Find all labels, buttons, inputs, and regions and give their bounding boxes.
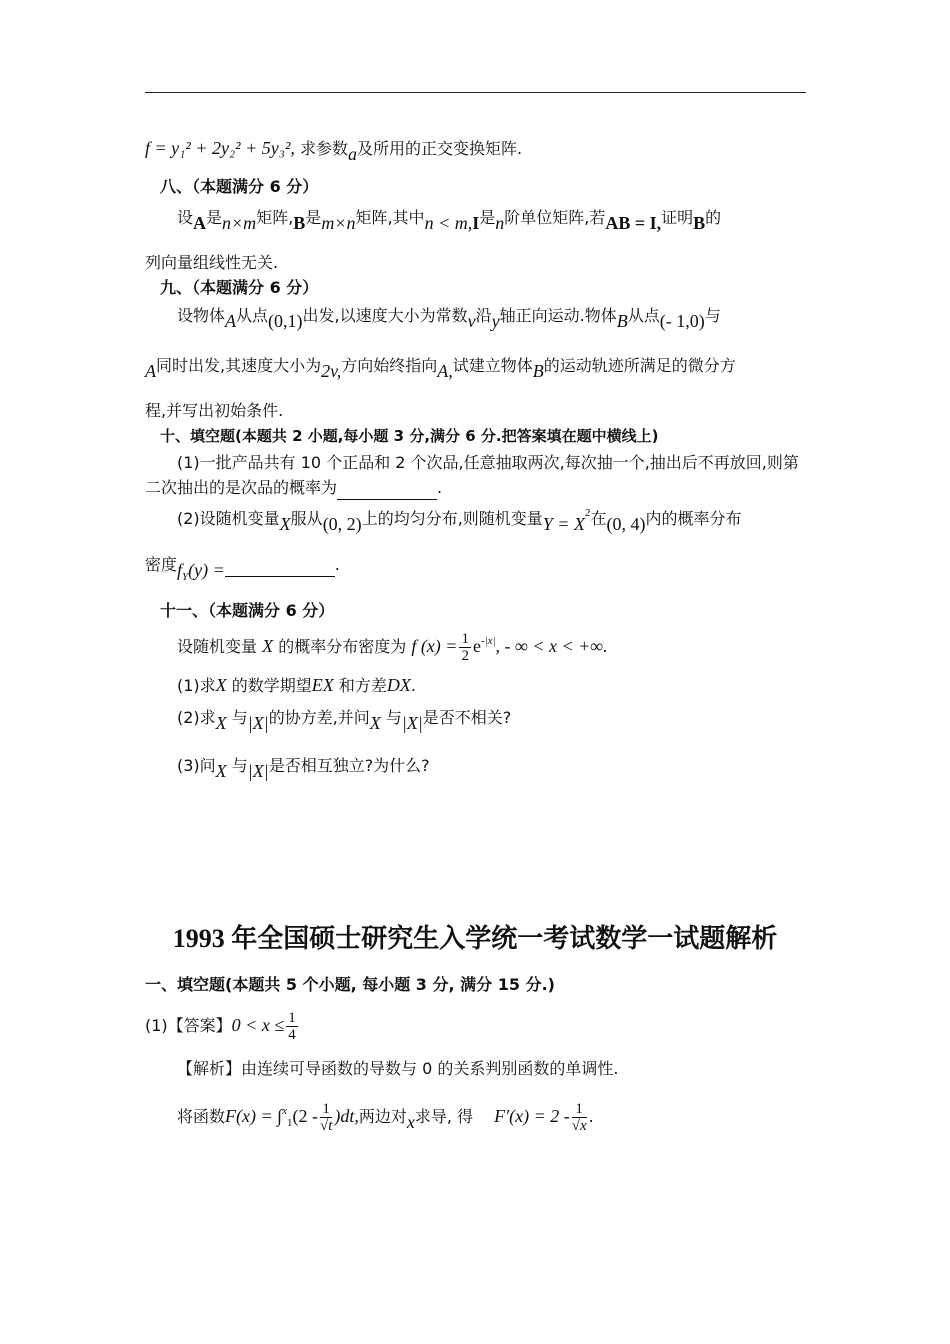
- text-segment: n: [495, 213, 505, 233]
- answer-blank: [225, 554, 335, 577]
- text-segment: 轴正向运动.物体: [499, 306, 617, 325]
- text-segment: X: [215, 761, 227, 781]
- q10-item1-line1: (1)一批产品共有 10 个正品和 2 个次品,任意抽取两次,每次抽一个,抽出后不再放回,则第: [177, 453, 799, 472]
- answer-line: [145, 1010, 300, 1043]
- text-segment: 2v,: [321, 361, 342, 381]
- solution-heading: 一、填空题(本题共 5 个小题, 每小题 3 分, 满分 15 分.): [145, 975, 555, 994]
- q8-line2: 列向量组线性无关.: [145, 253, 279, 272]
- text-segment: X: [369, 713, 381, 733]
- text-segment: X: [279, 514, 291, 534]
- text-segment: 阶单位矩阵,若: [504, 208, 606, 227]
- text-segment: X: [262, 636, 274, 656]
- text-segment: 是: [206, 208, 223, 227]
- text-segment: 出发,以速度大小为常数: [302, 306, 468, 325]
- text-segment: 0 < x ≤: [231, 1015, 285, 1035]
- text-segment: 同时出发,其速度大小为: [156, 356, 322, 375]
- text-segment: 沿: [475, 306, 492, 325]
- text-segment: .: [588, 1107, 594, 1126]
- text-segment: AB = I,: [605, 213, 662, 233]
- text-segment: DX: [386, 675, 411, 695]
- text-segment: B: [616, 311, 628, 331]
- text-segment: [572, 1101, 587, 1134]
- text-segment: 在: [590, 509, 607, 528]
- text-segment: (0, 4): [606, 514, 646, 534]
- text-segment: (3)问: [177, 756, 216, 775]
- text-segment: 1: [288, 1010, 296, 1026]
- text-segment: 【解析】: [177, 1059, 242, 1078]
- text-segment: 服从: [290, 509, 323, 528]
- text-segment: A: [193, 213, 207, 233]
- text-segment: (0, 2): [322, 514, 362, 534]
- text-segment: (2)求: [177, 708, 216, 727]
- text-segment: 设物体: [177, 306, 226, 325]
- text-segment: X: [215, 675, 227, 695]
- text-segment: 1: [286, 1117, 293, 1129]
- text-segment: 2: [584, 507, 591, 519]
- quadratic-form-line: [145, 137, 523, 164]
- text-segment: A: [145, 361, 156, 381]
- q9-line1: [177, 304, 721, 331]
- text-segment: 和方差: [338, 676, 387, 695]
- text-segment: Y = X: [542, 514, 585, 534]
- text-segment: e: [472, 636, 481, 656]
- text-segment: 两边对: [358, 1107, 407, 1126]
- text-segment: 内的概率分布: [645, 509, 742, 528]
- text-segment: n×m: [222, 213, 257, 233]
- text-segment: x: [282, 1105, 287, 1117]
- q9-heading: 九、（本题满分 6 分）: [160, 278, 319, 297]
- text-segment: Y: [182, 571, 189, 583]
- text-segment: 的数学期望: [231, 676, 312, 695]
- text-segment: (0,1): [268, 311, 303, 331]
- answer-blank: [337, 477, 437, 500]
- text-segment: 从点: [627, 306, 660, 325]
- text-segment: 与: [385, 708, 402, 727]
- text-segment: |X|: [247, 713, 269, 733]
- text-segment: 的: [705, 208, 722, 227]
- text-segment: B: [693, 213, 706, 233]
- q11-item3: [177, 754, 430, 781]
- text-segment: .: [334, 555, 340, 574]
- text-segment: √t: [319, 1118, 333, 1134]
- text-segment: (1)【答案】: [145, 1016, 232, 1035]
- text-segment: f (x) =: [411, 636, 458, 656]
- text-segment: (2 -: [292, 1106, 318, 1126]
- text-segment: 方向始终指向: [341, 356, 438, 375]
- text-segment: I: [472, 213, 480, 233]
- derivation-line: [177, 1100, 594, 1134]
- q11-density-line: [177, 630, 608, 664]
- text-segment: (1)求: [177, 676, 216, 695]
- text-segment: B: [532, 361, 544, 381]
- text-segment: B: [293, 213, 306, 233]
- text-segment: 是: [479, 208, 496, 227]
- text-segment: [286, 1010, 298, 1043]
- text-segment: )dt,: [334, 1106, 359, 1126]
- text-segment: F′(x) = 2 -: [494, 1106, 570, 1126]
- analysis-line: [177, 1058, 618, 1080]
- q10-heading: 十、填空题(本题共 2 小题,每小题 3 分,满分 6 分.把答案填在题中横线上): [160, 427, 659, 445]
- text-segment: .: [437, 478, 443, 497]
- q8-heading: 八、（本题满分 6 分）: [160, 177, 319, 196]
- text-segment: EX: [311, 675, 334, 695]
- q10-item2-line2: [145, 553, 340, 582]
- text-segment: F(x) = ∫: [225, 1106, 283, 1126]
- text-segment: 矩阵,: [256, 208, 294, 227]
- text-segment: 与: [231, 708, 248, 727]
- text-segment: 矩阵,其中: [355, 208, 425, 227]
- text-segment: -|x|: [480, 635, 496, 647]
- text-segment: 设随机变量: [177, 637, 258, 656]
- text-segment: 及所用的正交变换矩阵.: [356, 139, 523, 158]
- q10-item2-line1: [177, 502, 742, 534]
- text-segment: 试建立物体: [452, 356, 533, 375]
- q11-heading: 十一、（本题满分 6 分）: [160, 601, 335, 620]
- text-segment: A,: [437, 361, 453, 381]
- text-segment: 是否不相关?: [422, 708, 512, 727]
- text-segment: .: [410, 676, 416, 695]
- text-segment: v: [467, 311, 476, 331]
- text-segment: 上的均匀分布,则随机变量: [361, 509, 543, 528]
- q10-item1-line2: [145, 477, 442, 500]
- q11-item1: [177, 674, 416, 697]
- q9-line3: 程,并写出初始条件.: [145, 401, 284, 420]
- text-segment: a: [347, 144, 357, 164]
- text-segment: , - ∞ < x < +∞.: [495, 636, 608, 656]
- page-title: 1993 年全国硕士研究生入学统一考试数学一试题解析: [172, 924, 778, 953]
- text-segment: 1: [320, 1101, 332, 1118]
- text-segment: [320, 1101, 332, 1134]
- text-segment: 求导, 得: [414, 1107, 474, 1126]
- text-segment: (- 1,0): [659, 311, 705, 331]
- text-segment: 是: [305, 208, 322, 227]
- text-segment: 的概率分布密度为: [278, 637, 407, 656]
- text-segment: 是否相互独立?为什么?: [268, 756, 430, 775]
- text-segment: 1: [572, 1101, 587, 1118]
- text-segment: √x: [571, 1118, 587, 1134]
- text-segment: m×n: [321, 213, 356, 233]
- text-segment: |X|: [247, 761, 269, 781]
- text-segment: [459, 631, 471, 664]
- text-segment: (y) =: [188, 560, 225, 580]
- text-segment: 1: [461, 631, 469, 647]
- text-segment: 2: [461, 648, 469, 664]
- text-segment: x: [406, 1112, 415, 1132]
- text-segment: 二次抽出的是次品的概率为: [145, 478, 338, 497]
- text-segment: 将函数: [177, 1107, 226, 1126]
- text-segment: 4: [288, 1027, 296, 1043]
- text-segment: 的运动轨迹所满足的微分方: [543, 356, 736, 375]
- q9-line2: [145, 354, 736, 381]
- text-segment: 求参数: [299, 139, 348, 158]
- text-segment: 的协方差,并问: [268, 708, 370, 727]
- text-segment: |X|: [401, 713, 423, 733]
- text-segment: n < m,: [424, 213, 473, 233]
- text-segment: 与: [704, 306, 721, 325]
- text-segment: 设: [177, 208, 194, 227]
- q8-line1: [177, 206, 722, 233]
- q11-item2: [177, 706, 512, 733]
- text-segment: 由连续可导函数的导数与 0 的关系判别函数的单调性.: [241, 1059, 619, 1078]
- header-rule: [145, 92, 806, 93]
- text-segment: X: [215, 713, 227, 733]
- text-segment: 从点: [236, 306, 269, 325]
- text-segment: A: [225, 311, 237, 331]
- text-segment: 证明: [661, 208, 694, 227]
- text-segment: 密度: [145, 555, 178, 574]
- text-segment: f: [177, 560, 183, 580]
- text-segment: 与: [231, 756, 248, 775]
- quadratic-form: f = y₁² + 2y₂² + 5y₃²,: [145, 138, 295, 158]
- text-segment: (2)设随机变量: [177, 509, 280, 528]
- text-segment: y: [491, 311, 500, 331]
